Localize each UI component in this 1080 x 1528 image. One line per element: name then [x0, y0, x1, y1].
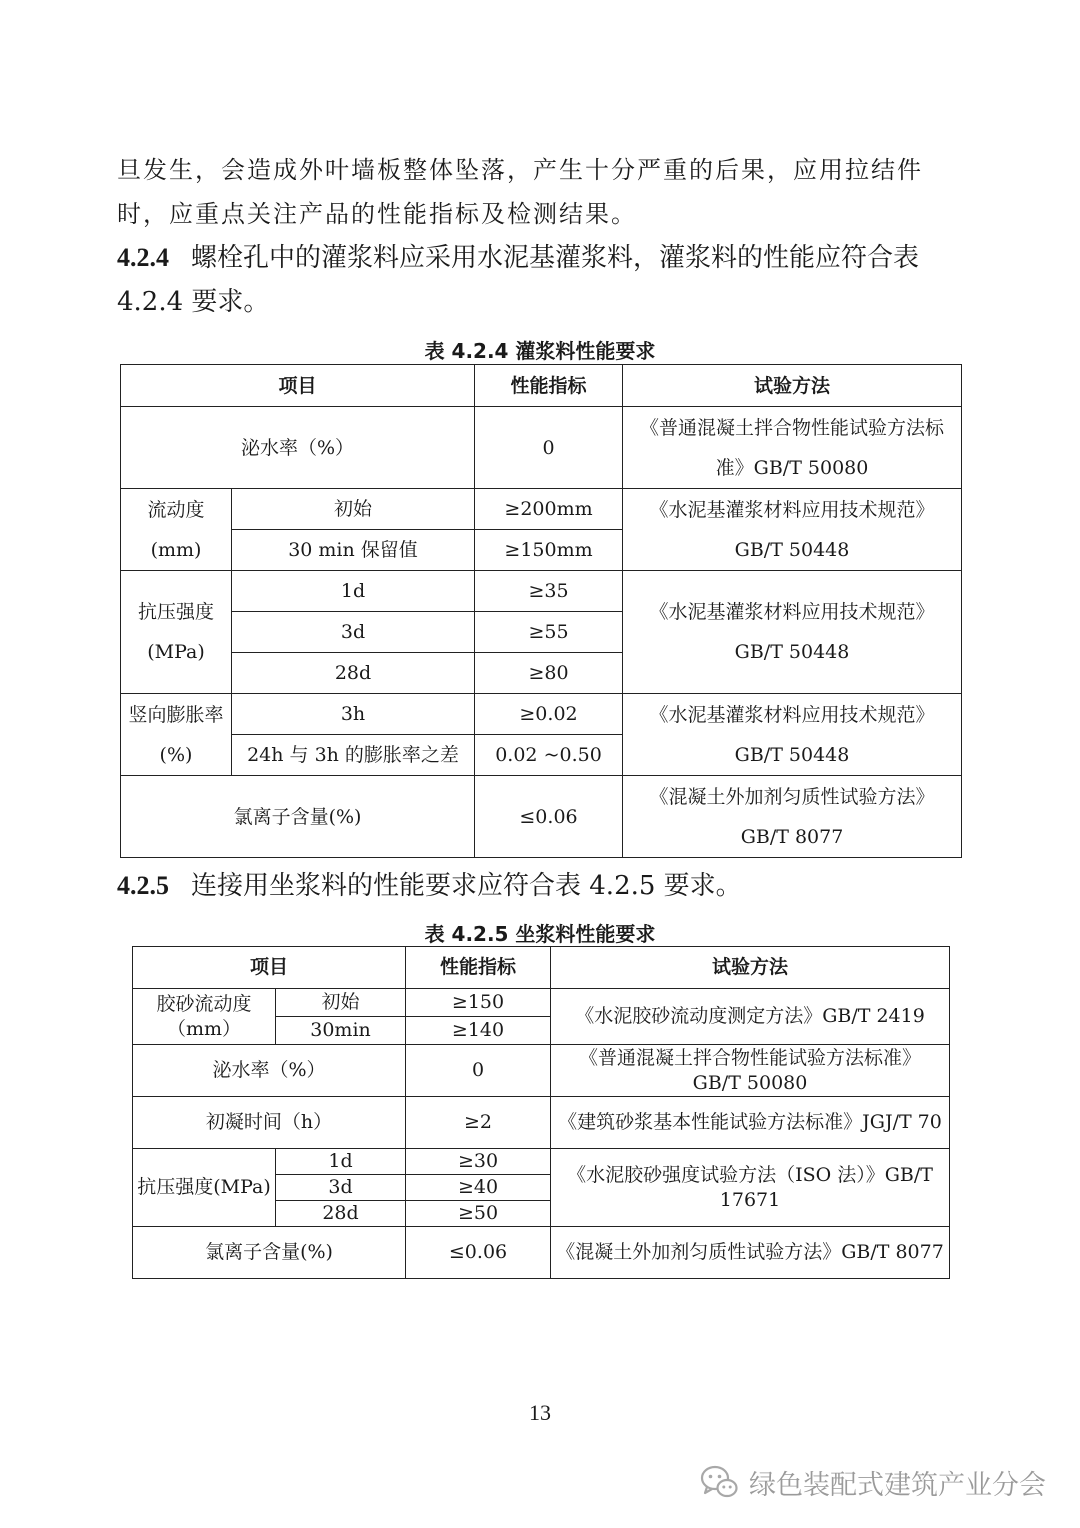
- value-cell: ≥55: [475, 612, 623, 653]
- group-cell: 抗压强度(MPa): [133, 1149, 276, 1227]
- method-cell: 《水泥基灌浆材料应用技术规范》GB/T 50448: [623, 571, 962, 694]
- table-row: [121, 407, 962, 489]
- sub-item-cell: 3d: [232, 612, 475, 653]
- method-cell: 《水泥基灌浆材料应用技术规范》GB/T 50448: [623, 694, 962, 776]
- item-cell: 泌水率（%）: [121, 407, 475, 489]
- method-cell: 《水泥基灌浆材料应用技术规范》GB/T 50448: [623, 489, 962, 571]
- table-caption: 表 4.2.4 灌浆料性能要求: [424, 339, 656, 363]
- header-performance: 性能指标: [475, 365, 623, 407]
- value-cell: 0: [475, 407, 623, 489]
- sub-item-cell: 28d: [276, 1201, 406, 1227]
- value-cell: ≥80: [475, 653, 623, 694]
- table-header-row: [121, 365, 962, 407]
- value-cell: ≤0.06: [475, 776, 623, 858]
- item-cell: 初凝时间（h）: [133, 1097, 406, 1149]
- value-cell: 0: [406, 1045, 551, 1097]
- clause-text: 连接用坐浆料的性能要求应符合表 4.2.5 要求。: [191, 871, 742, 901]
- value-cell: ≥30: [406, 1149, 551, 1175]
- clause-4-2-5: [117, 864, 967, 908]
- bedding-mortar-table: [132, 946, 950, 1279]
- table-row: [133, 1149, 950, 1175]
- group-cell: 流动度(mm): [121, 489, 232, 571]
- header-test-method: 试验方法: [623, 365, 962, 407]
- watermark-text: 绿色装配式建筑产业分会: [749, 1469, 1046, 1501]
- item-cell: 氯离子含量(%): [121, 776, 475, 858]
- clause-number: 4.2.5: [117, 871, 169, 900]
- page-number: 13: [529, 1400, 551, 1425]
- value-cell: ≥40: [406, 1175, 551, 1201]
- group-cell: 竖向膨胀率(%): [121, 694, 232, 776]
- method-cell: 《普通混凝土拌合物性能试验方法标准》GB/T 50080: [623, 407, 962, 489]
- table-row: [121, 694, 962, 735]
- method-cell: 《水泥胶砂流动度测定方法》GB/T 2419: [551, 989, 950, 1045]
- table-row: [121, 776, 962, 858]
- sub-item-cell: 初始: [232, 489, 475, 530]
- table-row: [133, 1227, 950, 1279]
- value-cell: ≥200mm: [475, 489, 623, 530]
- table-caption: 表 4.2.5 坐浆料性能要求: [424, 922, 656, 946]
- watermark: [699, 1462, 1046, 1502]
- sub-item-cell: 24h 与 3h 的膨胀率之差: [232, 735, 475, 776]
- sub-item-cell: 1d: [276, 1149, 406, 1175]
- group-cell: 抗压强度(MPa): [121, 571, 232, 694]
- header-item: 项目: [121, 365, 475, 407]
- header-item: 项目: [133, 947, 406, 989]
- sub-item-cell: 3d: [276, 1175, 406, 1201]
- value-cell: ≥0.02: [475, 694, 623, 735]
- sub-item-cell: 28d: [232, 653, 475, 694]
- clause-number: 4.2.4: [117, 243, 169, 272]
- sub-item-cell: 3h: [232, 694, 475, 735]
- table-row: [121, 489, 962, 530]
- table-row: [133, 989, 950, 1017]
- group-cell: 胶砂流动度（mm）: [133, 989, 276, 1045]
- table-header-row: [133, 947, 950, 989]
- value-cell: ≥35: [475, 571, 623, 612]
- sub-item-cell: 初始: [276, 989, 406, 1017]
- value-cell: ≥150: [406, 989, 551, 1017]
- header-performance: 性能指标: [406, 947, 551, 989]
- method-cell: 《混凝土外加剂匀质性试验方法》GB/T 8077: [551, 1227, 950, 1279]
- item-cell: 氯离子含量(%): [133, 1227, 406, 1279]
- method-cell: 《水泥胶砂强度试验方法（ISO 法）》GB/T 17671: [551, 1149, 950, 1227]
- value-cell: ≥140: [406, 1017, 551, 1045]
- clause-4-2-4: [117, 236, 967, 324]
- table-row: [133, 1097, 950, 1149]
- wechat-icon: [699, 1464, 739, 1500]
- sub-item-cell: 30min: [276, 1017, 406, 1045]
- value-cell: ≥2: [406, 1097, 551, 1149]
- clause-text: 螺栓孔中的灌浆料应采用水泥基灌浆料，灌浆料的性能应符合表4.2.4 要求。: [117, 243, 920, 317]
- table-row: [133, 1045, 950, 1097]
- value-cell: ≥50: [406, 1201, 551, 1227]
- method-cell: 《混凝土外加剂匀质性试验方法》GB/T 8077: [623, 776, 962, 858]
- value-cell: ≥150mm: [475, 530, 623, 571]
- sub-item-cell: 30 min 保留值: [232, 530, 475, 571]
- value-cell: ≤0.06: [406, 1227, 551, 1279]
- intro-paragraph: 旦发生，会造成外叶墙板整体坠落，产生十分严重的后果，应用拉结件时，应重点关注产品的性能指标及检测结果。: [117, 156, 923, 228]
- method-cell: 《普通混凝土拌合物性能试验方法标准》GB/T 50080: [551, 1045, 950, 1097]
- sub-item-cell: 1d: [232, 571, 475, 612]
- header-test-method: 试验方法: [551, 947, 950, 989]
- table-row: [121, 571, 962, 612]
- value-cell: 0.02 ~0.50: [475, 735, 623, 776]
- grouting-material-table: [120, 364, 962, 858]
- method-cell: 《建筑砂浆基本性能试验方法标准》JGJ/T 70: [551, 1097, 950, 1149]
- item-cell: 泌水率（%）: [133, 1045, 406, 1097]
